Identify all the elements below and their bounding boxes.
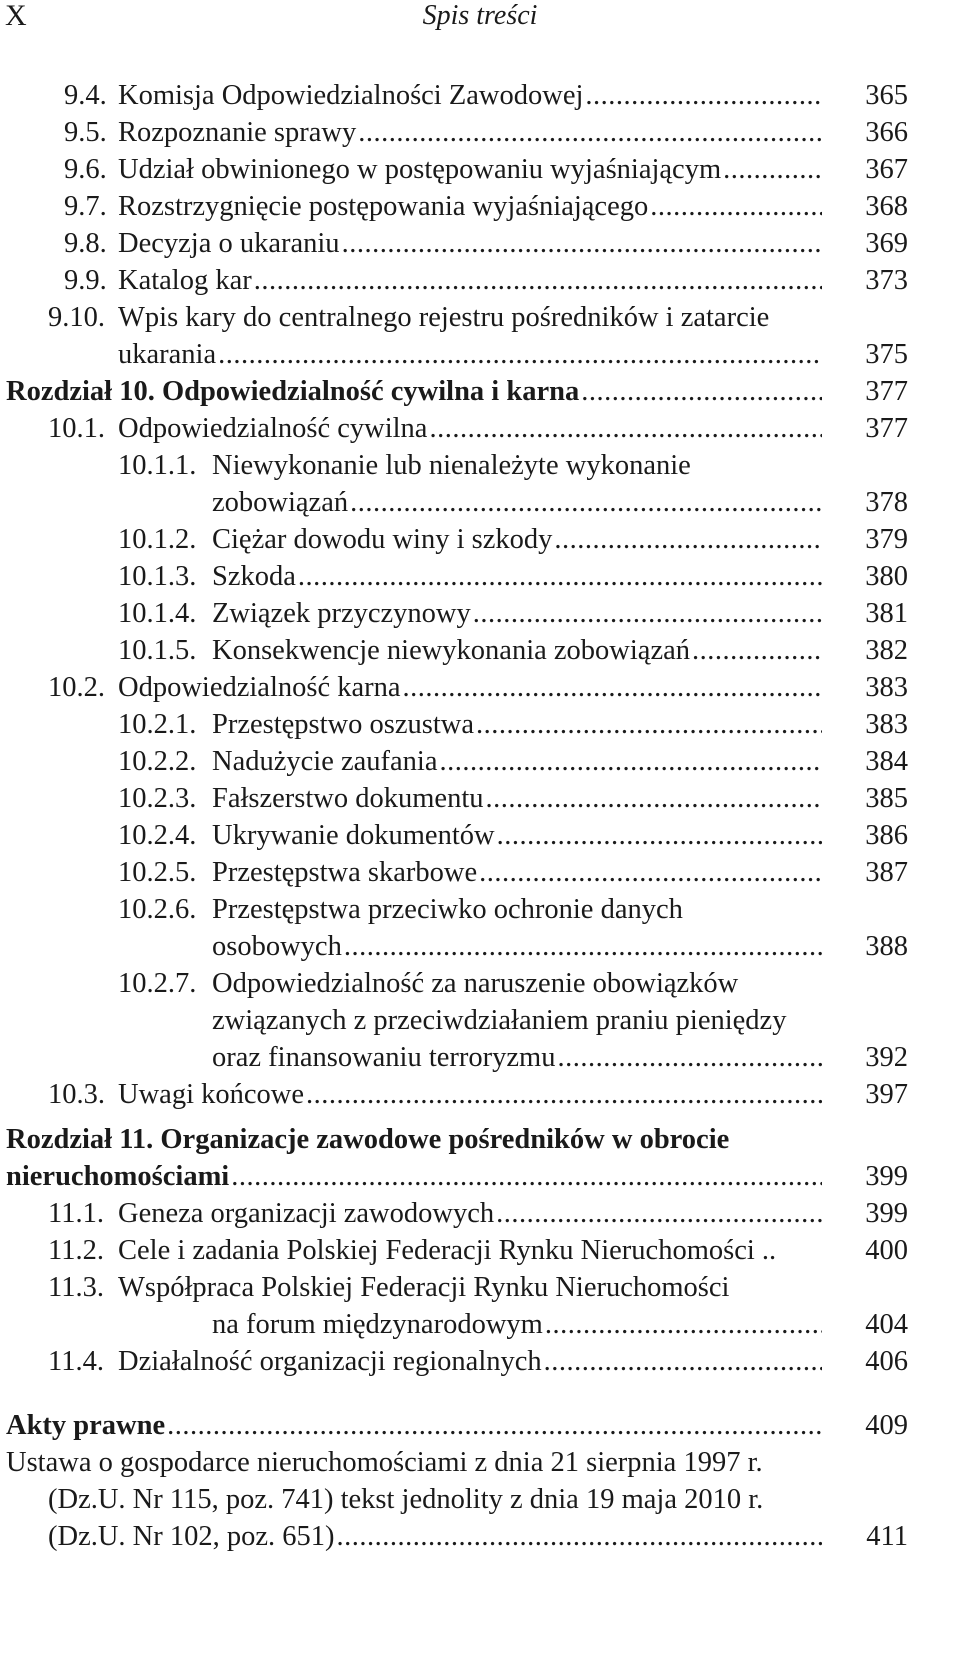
toc-entry xyxy=(0,263,960,299)
toc-entry-page-number: 367 xyxy=(865,154,908,185)
toc-entry-title: Geneza organizacji zawodowych xyxy=(118,1198,495,1229)
toc-entry-page-number: 392 xyxy=(865,1042,908,1073)
toc-entry-title: zobowiązań xyxy=(212,487,349,518)
dot-leader xyxy=(557,1040,822,1076)
toc-entry xyxy=(0,78,960,114)
toc-entry-number: 10.2.4. xyxy=(118,820,197,851)
toc-entry xyxy=(0,1003,960,1039)
dot-leader xyxy=(167,1408,822,1444)
toc-entry-title: Uwagi końcowe xyxy=(118,1079,304,1110)
dot-leader xyxy=(337,1519,822,1555)
toc-entry xyxy=(0,855,960,891)
toc-entry-number: 9.9. xyxy=(64,265,107,296)
toc-entry-page-number: 381 xyxy=(865,598,908,629)
toc-entry-page-number: 399 xyxy=(865,1198,908,1229)
toc-entry xyxy=(0,781,960,817)
toc-entry xyxy=(0,226,960,262)
toc-entry-page-number: 377 xyxy=(865,413,908,444)
toc-entry-page-number: 409 xyxy=(865,1410,908,1441)
toc-entry-number: 10.1.3. xyxy=(118,561,197,592)
toc-entry-number: 10.1.2. xyxy=(118,524,197,555)
toc-entry-title: Przestępstwa przeciwko ochronie danych xyxy=(212,894,683,925)
toc-entry-title: oraz finansowaniu terroryzmu xyxy=(212,1042,556,1073)
toc-entry xyxy=(0,1196,960,1232)
toc-entry-page-number: 378 xyxy=(865,487,908,518)
toc-entry-page-number: 369 xyxy=(865,228,908,259)
toc-entry-number: 10.1.4. xyxy=(118,598,197,629)
toc-entry xyxy=(0,337,960,373)
toc-entry xyxy=(0,596,960,632)
toc-entry-number: 9.5. xyxy=(64,117,107,148)
dot-leader xyxy=(473,596,822,632)
toc-entry-number: 9.10. xyxy=(48,302,105,333)
toc-entry-title: Akty prawne xyxy=(6,1410,166,1441)
toc-entry-title: Rozstrzygnięcie postępowania wyjaśniającego xyxy=(118,191,649,222)
dot-leader xyxy=(298,559,822,595)
toc-entry-title: Przestępstwo oszustwa xyxy=(212,709,474,740)
toc-entry-number: 10.1. xyxy=(48,413,105,444)
dot-leader xyxy=(358,115,822,151)
toc-entry-title: Szkoda xyxy=(212,561,296,592)
toc-entry xyxy=(0,1077,960,1113)
toc-entry-title: Odpowiedzialność karna xyxy=(118,672,401,703)
toc-entry-page-number: 375 xyxy=(865,339,908,370)
dot-leader xyxy=(429,411,822,447)
dot-leader xyxy=(692,633,822,669)
toc-entry-number: 9.4. xyxy=(64,80,107,111)
toc-entry-title: Rozpoznanie sprawy xyxy=(118,117,357,148)
toc-entry-title: Komisja Odpowiedzialności Zawodowej xyxy=(118,80,584,111)
dot-leader xyxy=(545,1307,822,1343)
toc-entry-title: Działalność organizacji regionalnych xyxy=(118,1346,542,1377)
toc-entry-page-number: 388 xyxy=(865,931,908,962)
toc-entry-number: 11.4. xyxy=(48,1346,104,1377)
toc-entry xyxy=(0,374,960,410)
toc-entry xyxy=(0,1122,960,1158)
toc-entry-page-number: 365 xyxy=(865,80,908,111)
toc-entry-title: na forum międzynarodowym xyxy=(212,1309,543,1340)
toc-entry xyxy=(0,1445,960,1481)
toc-entry-page-number: 384 xyxy=(865,746,908,777)
toc-entry-title: Katalog kar xyxy=(118,265,252,296)
toc-entry-page-number: 373 xyxy=(865,265,908,296)
toc-entry xyxy=(0,929,960,965)
toc-entry-title: (Dz.U. Nr 102, poz. 651) xyxy=(48,1521,335,1552)
toc-entry xyxy=(0,1482,960,1518)
dot-leader xyxy=(585,78,822,114)
toc-entry-number: 10.2.3. xyxy=(118,783,197,814)
toc-entry xyxy=(0,152,960,188)
dot-leader xyxy=(344,929,822,965)
toc-entry xyxy=(0,670,960,706)
toc-entry-title: Cele i zadania Polskiej Federacji Rynku Nieruchomości .. xyxy=(118,1235,777,1266)
toc-entry-page-number: 382 xyxy=(865,635,908,666)
toc-entry-number: 9.6. xyxy=(64,154,107,185)
toc-entry xyxy=(0,744,960,780)
toc-entry-title: Rozdział 11. Organizacje zawodowe pośredników w obrocie xyxy=(6,1124,730,1155)
toc-entry-page-number: 379 xyxy=(865,524,908,555)
dot-leader xyxy=(439,744,822,780)
toc-entry xyxy=(0,300,960,336)
toc-entry-page-number: 387 xyxy=(865,857,908,888)
toc-entry xyxy=(0,892,960,928)
dot-leader xyxy=(306,1077,822,1113)
toc-entry-title: Nadużycie zaufania xyxy=(212,746,438,777)
dot-leader xyxy=(476,707,822,743)
toc-entry-title: Odpowiedzialność za naruszenie obowiązków xyxy=(212,968,739,999)
toc-entry-number: 11.1. xyxy=(48,1198,104,1229)
toc-entry-number: 10.1.5. xyxy=(118,635,197,666)
toc-entry-page-number: 397 xyxy=(865,1079,908,1110)
toc-entry xyxy=(0,115,960,151)
dot-leader xyxy=(479,855,822,891)
toc-entry xyxy=(0,559,960,595)
toc-entry-page-number: 400 xyxy=(865,1235,908,1266)
toc-entry-title: ukarania xyxy=(118,339,217,370)
toc-entry-title: (Dz.U. Nr 115, poz. 741) tekst jednolity z dnia 19 maja 2010 r. xyxy=(48,1484,764,1515)
toc-entry-number: 11.3. xyxy=(48,1272,104,1303)
toc-entry xyxy=(0,1344,960,1380)
toc-entry xyxy=(0,818,960,854)
toc-entry-title: Rozdział 10. Odpowiedzialność cywilna i karna xyxy=(6,376,580,407)
dot-leader xyxy=(496,1196,822,1232)
toc-entry xyxy=(0,1040,960,1076)
toc-entry-page-number: 399 xyxy=(865,1161,908,1192)
toc-entry-number: 10.1.1. xyxy=(118,450,197,481)
toc-entry xyxy=(0,1307,960,1343)
toc-entry-title: Konsekwencje niewykonania zobowiązań xyxy=(212,635,690,666)
toc-entry-number: 11.2. xyxy=(48,1235,104,1266)
toc-entry xyxy=(0,411,960,447)
dot-leader xyxy=(231,1159,822,1195)
toc-entry-page-number: 366 xyxy=(865,117,908,148)
toc-entry xyxy=(0,485,960,521)
toc-entry xyxy=(0,448,960,484)
toc-entry-page-number: 383 xyxy=(865,672,908,703)
toc-entry-title: Ciężar dowodu winy i szkody xyxy=(212,524,553,555)
toc-entry-page-number: 380 xyxy=(865,561,908,592)
toc-entry-title: nieruchomościami xyxy=(6,1161,230,1192)
toc-entry-page-number: 386 xyxy=(865,820,908,851)
dot-leader xyxy=(403,670,822,706)
dot-leader xyxy=(650,189,822,225)
dot-leader xyxy=(554,522,822,558)
toc-entry-title: Ustawa o gospodarce nieruchomościami z dnia 21 sierpnia 1997 r. xyxy=(6,1447,763,1478)
toc-entry xyxy=(0,1159,960,1195)
toc-entry-page-number: 411 xyxy=(866,1521,908,1552)
toc-entry-title: Udział obwinionego w postępowaniu wyjaśniającym xyxy=(118,154,722,185)
toc-entry-title: związanych z przeciwdziałaniem praniu pieniędzy xyxy=(212,1005,787,1036)
toc-entry xyxy=(0,522,960,558)
toc-entry-title: Ukrywanie dokumentów xyxy=(212,820,495,851)
toc-entry-number: 10.2. xyxy=(48,672,105,703)
toc-entry-title: Fałszerstwo dokumentu xyxy=(212,783,484,814)
toc-entry xyxy=(0,707,960,743)
toc-entry-number: 10.2.1. xyxy=(118,709,197,740)
toc-entry-title: Przestępstwa skarbowe xyxy=(212,857,478,888)
toc-entry-number: 10.2.2. xyxy=(118,746,197,777)
toc-entry-number: 10.3. xyxy=(48,1079,105,1110)
toc-entry xyxy=(0,1408,960,1444)
toc-entry-title: Wpis kary do centralnego rejestru pośredników i zatarcie xyxy=(118,302,770,333)
toc-entry xyxy=(0,189,960,225)
dot-leader xyxy=(497,818,822,854)
toc-entry-number: 10.2.7. xyxy=(118,968,197,999)
toc-entry xyxy=(0,633,960,669)
toc-entry xyxy=(0,1233,960,1269)
toc-entry-number: 9.7. xyxy=(64,191,107,222)
toc-entry-title: Współpraca Polskiej Federacji Rynku Nieruchomości xyxy=(118,1272,730,1303)
toc-entry-number: 9.8. xyxy=(64,228,107,259)
dot-leader xyxy=(350,485,822,521)
dot-leader xyxy=(581,374,822,410)
toc-entry-title: Związek przyczynowy xyxy=(212,598,471,629)
toc-entry-page-number: 406 xyxy=(865,1346,908,1377)
dot-leader xyxy=(218,337,822,373)
running-header-title: Spis treści xyxy=(422,0,538,31)
toc-entry-page-number: 383 xyxy=(865,709,908,740)
dot-leader xyxy=(723,152,822,188)
toc-entry xyxy=(0,966,960,1002)
toc-entry-title: Niewykonanie lub nienależyte wykonanie xyxy=(212,450,691,481)
toc-entry xyxy=(0,1270,960,1306)
toc-entry-page-number: 385 xyxy=(865,783,908,814)
toc-entry-title: Decyzja o ukaraniu xyxy=(118,228,340,259)
dot-leader xyxy=(486,781,822,817)
toc-entry-number: 10.2.5. xyxy=(118,857,197,888)
toc-entry-page-number: 377 xyxy=(865,376,908,407)
toc-entry-number: 10.2.6. xyxy=(118,894,197,925)
toc-entry-title: Odpowiedzialność cywilna xyxy=(118,413,428,444)
toc-entry-page-number: 404 xyxy=(865,1309,908,1340)
dot-leader xyxy=(342,226,822,262)
page-number-mark: X xyxy=(5,0,27,32)
toc-entry-page-number: 368 xyxy=(865,191,908,222)
toc-entry-title: osobowych xyxy=(212,931,342,962)
toc-entry xyxy=(0,1519,960,1555)
dot-leader xyxy=(544,1344,822,1380)
dot-leader xyxy=(254,263,822,299)
